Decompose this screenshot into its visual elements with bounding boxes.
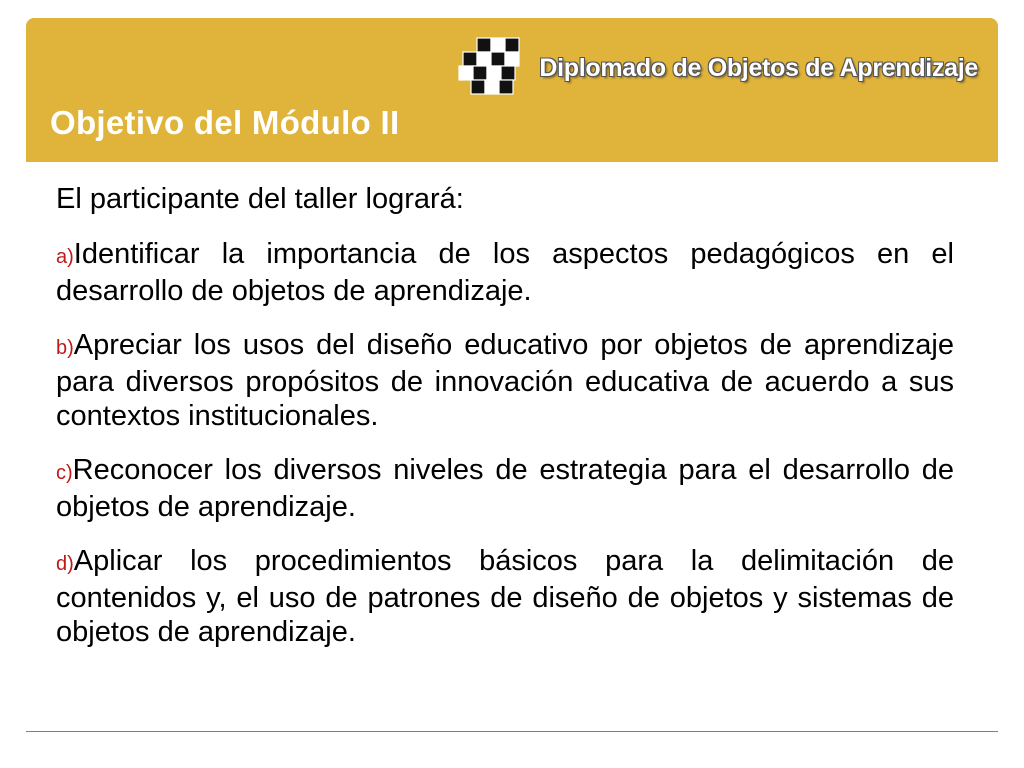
slide-header xyxy=(26,18,998,162)
objective-text: Reconocer los diversos niveles de estrategia para el desarrollo de objetos de aprendizaje. xyxy=(56,454,954,523)
objective-text: Identificar la importancia de los aspectos pedagógicos en el desarrollo de objetos de aprendizaje. xyxy=(56,238,954,307)
objective-text: Apreciar los usos del diseño educativo por objetos de aprendizaje para diversos propósitos de innovación educativa de acuerdo a sus contextos institucionales. xyxy=(56,329,954,432)
slide-body xyxy=(56,182,954,669)
objective-marker: c) xyxy=(56,462,73,484)
objective-marker: b) xyxy=(56,337,74,359)
objective-text: Aplicar los procedimientos básicos para la delimitación de contenidos y, el uso de patrones de diseño de objetos y sistemas de objetos de aprendizaje. xyxy=(56,545,954,648)
brand xyxy=(457,36,978,100)
objective-item-d xyxy=(56,544,954,649)
objective-item-c xyxy=(56,453,954,524)
slide-title: Objetivo del Módulo II xyxy=(50,104,400,141)
objective-marker: a) xyxy=(56,246,74,268)
footer-divider xyxy=(26,731,998,732)
objective-item-b xyxy=(56,328,954,433)
checkered-cube-cluster-icon xyxy=(457,36,529,100)
objective-item-a xyxy=(56,237,954,308)
objective-marker: d) xyxy=(56,553,74,575)
brand-title: Diplomado de Objetos de Aprendizaje xyxy=(539,53,978,82)
intro-text: El participante del taller logrará: xyxy=(56,183,464,215)
